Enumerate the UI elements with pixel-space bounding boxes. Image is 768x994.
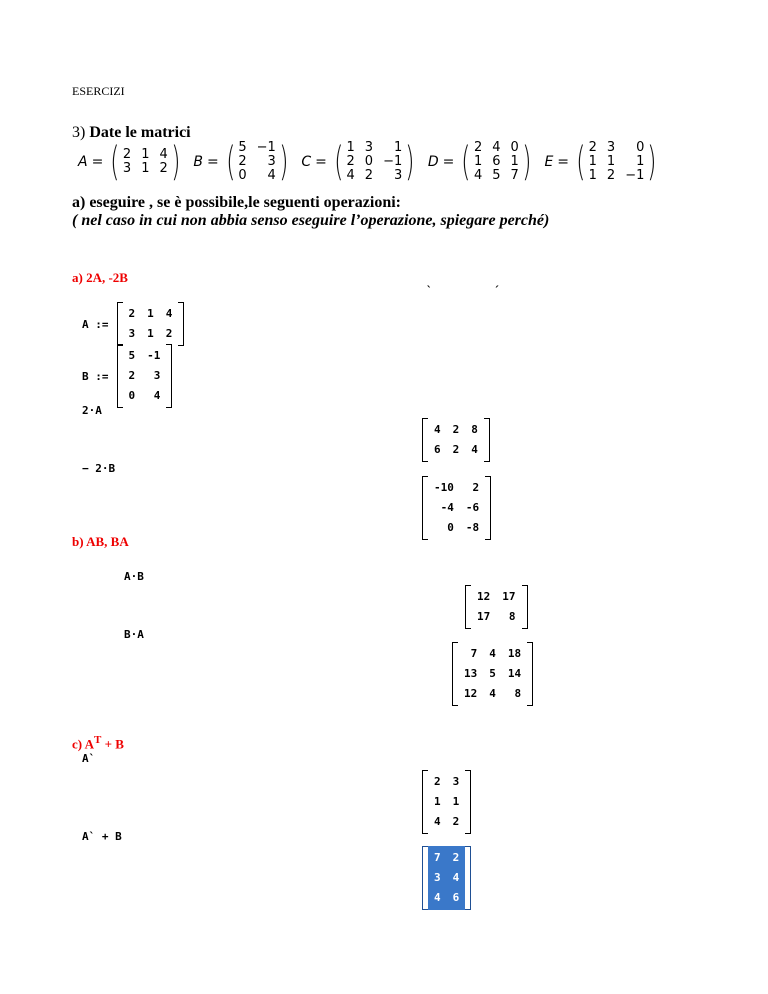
exercise-title-text: Date le matrici (89, 124, 191, 141)
paren-matrix (107, 139, 183, 185)
matrix-cell: 0 (128, 389, 136, 402)
matrix-grid (428, 418, 484, 462)
definition-cell: 0 (510, 140, 519, 155)
definition-cell: 3 (393, 168, 403, 183)
bracket-right (166, 344, 172, 408)
paren-right: ) (170, 139, 181, 185)
definition-e (544, 141, 660, 183)
matrix-cell: 14 (507, 667, 522, 680)
definition-cell: 3 (606, 140, 616, 155)
matrix-cell: -6 (465, 501, 480, 514)
matrix-cell: 2 (452, 815, 460, 828)
matrix-cell: 3 (153, 369, 161, 382)
matrix-cell: 17 (477, 610, 491, 623)
matrix-grid (471, 585, 522, 629)
definition-grid (123, 148, 168, 176)
paren-right: ) (405, 139, 415, 185)
matrix-cell: 3 (434, 871, 441, 884)
definition-cell: 0 (636, 140, 645, 155)
expr-2a-matrix (422, 418, 490, 462)
definition-cell: 2 (364, 168, 374, 183)
matrix-name: B (193, 154, 203, 170)
bracket-right (465, 770, 471, 834)
transpose-sup: T (94, 734, 102, 746)
matrix-cell: 18 (507, 647, 522, 660)
matrix-cell: 8 (508, 610, 516, 623)
definition-cell: 1 (588, 154, 597, 169)
definition-cell: 1 (141, 147, 150, 162)
matrix-name: C (301, 154, 312, 170)
matrix-grid (428, 770, 465, 834)
paren-left: ( (225, 139, 236, 185)
definition-cell: 2 (346, 154, 355, 169)
bracket-right (522, 585, 528, 629)
matrix-cell: 2 (128, 369, 136, 382)
definition-cell: 2 (238, 154, 247, 169)
expr-atb-label: A` + B (82, 830, 122, 843)
definition-a (78, 139, 183, 185)
paren-left: ( (110, 139, 120, 185)
definition-cell: −1 (383, 154, 403, 169)
bracket-right (465, 846, 471, 910)
equals-sign: = (206, 154, 219, 170)
expr-ba-result (452, 642, 533, 711)
paren-left: ( (576, 139, 586, 185)
definition-cell: 1 (606, 154, 616, 169)
matrix-cell: 6 (434, 443, 441, 456)
definition-cell: 3 (122, 161, 132, 176)
paren-matrix (331, 141, 418, 183)
matrix-cell: 4 (434, 423, 441, 436)
paren-right: ) (278, 139, 289, 185)
expr-ba-matrix (452, 642, 533, 706)
section-b-label: b) AB, BA (72, 534, 129, 549)
definition-cell: 1 (141, 161, 150, 176)
definition-cell: 2 (122, 147, 132, 162)
definition-cell: 4 (267, 168, 276, 183)
matrix-cell: 3 (452, 775, 460, 788)
expr-ab-matrix (465, 585, 528, 629)
matrix-cell: 12 (464, 687, 478, 700)
matrix-cell: 2 (452, 851, 460, 864)
definition-cell: −1 (625, 168, 645, 183)
matrix-grid (123, 302, 179, 346)
matrix-cell: 0 (447, 521, 454, 534)
exercise-number: 3) (72, 124, 86, 141)
matrix-cell: 4 (153, 389, 161, 402)
matrix-cell: -1 (147, 349, 161, 362)
task-heading: a) eseguire , se è possibile,le seguenti operazioni: (72, 194, 401, 211)
task-note: ( nel caso in cui non abbia senso eseguire l’operazione, spiegare perché) (72, 212, 550, 229)
section-a-label: a) 2A, -2B (72, 270, 128, 285)
matrix-cell: -10 (434, 481, 454, 494)
assign-a-matrix (117, 302, 185, 346)
definition-cell: 3 (364, 140, 374, 155)
stray-mark-1: ` (426, 284, 433, 297)
matrix-cell: 1 (434, 795, 441, 808)
assign-b-label: B := (82, 369, 109, 383)
matrix-cell: 4 (165, 307, 173, 320)
expr-ab-result (465, 585, 528, 634)
matrix-name: D (427, 154, 439, 170)
matrix-cell: 2 (434, 775, 441, 788)
definition-cell: 5 (238, 140, 247, 155)
definition-d (428, 141, 535, 183)
expr-at-result (422, 770, 471, 839)
definition-cell: 4 (159, 147, 168, 162)
matrix-cell: 5 (489, 667, 496, 680)
expr-ab-label: A·B (124, 570, 144, 583)
expr-atb-matrix-selected[interactable] (422, 846, 471, 910)
matrix-cell: 1 (147, 307, 154, 320)
definition-cell: 6 (492, 154, 501, 169)
definition-cell: 1 (473, 154, 483, 169)
definition-cell: 0 (238, 168, 247, 183)
worksheet-header: ESERCIZI (72, 84, 125, 98)
definition-cell: 5 (492, 168, 501, 183)
equals-sign: = (442, 154, 455, 170)
definition-cell: 3 (267, 154, 276, 169)
definition-grid (238, 141, 275, 183)
matrix-definitions (78, 141, 660, 183)
matrix-cell: 5 (128, 349, 136, 362)
stray-mark-2: ´ (493, 284, 500, 297)
definition-cell: 4 (346, 168, 355, 183)
equals-sign: = (91, 154, 104, 170)
paren-matrix (573, 141, 660, 183)
definition-cell: 2 (473, 140, 483, 155)
assign-a-label: A := (82, 317, 109, 331)
paren-right: ) (521, 139, 532, 185)
matrix-cell: 3 (128, 327, 136, 340)
section-c-label (72, 734, 124, 752)
matrix-cell: 4 (434, 891, 441, 904)
bracket-right (178, 302, 184, 346)
definition-cell: 0 (364, 154, 374, 169)
matrix-cell: 4 (489, 647, 496, 660)
definition-cell: 1 (636, 154, 645, 169)
matrix-cell: 4 (434, 815, 441, 828)
matrix-cell: 7 (470, 647, 478, 660)
matrix-cell: -4 (440, 501, 454, 514)
expr-ba-label: B·A (124, 628, 144, 641)
definition-cell: 1 (588, 168, 597, 183)
matrix-name: A (78, 154, 88, 170)
paren-matrix (458, 141, 534, 183)
matrix-cell: 13 (464, 667, 478, 680)
paren-matrix (223, 141, 292, 183)
definition-c (301, 141, 417, 183)
matrix-cell: 1 (452, 795, 460, 808)
definition-cell: 1 (510, 154, 519, 169)
assign-b-matrix (117, 344, 173, 408)
matrix-grid (123, 344, 167, 408)
assign-b-block (82, 344, 172, 408)
definition-cell: 4 (473, 168, 483, 183)
bracket-right (484, 418, 490, 462)
paren-right: ) (647, 139, 657, 185)
matrix-grid (458, 642, 527, 706)
definition-b (193, 141, 291, 183)
definition-cell: 4 (492, 140, 501, 155)
expr-2a-label: 2·A (82, 404, 102, 417)
expr-at-label: A` (82, 752, 96, 765)
matrix-grid (428, 476, 485, 540)
bracket-right (485, 476, 491, 540)
expr-m2b-label: − 2·B (82, 462, 116, 475)
matrix-cell: 12 (477, 590, 491, 603)
matrix-cell: 4 (489, 687, 496, 700)
matrix-cell: 1 (147, 327, 154, 340)
matrix-cell: -8 (465, 521, 480, 534)
definition-grid (347, 141, 403, 183)
bracket-right (527, 642, 533, 706)
equals-sign: = (557, 154, 570, 170)
definition-cell: 2 (159, 161, 168, 176)
matrix-cell: 2 (452, 443, 460, 456)
matrix-name: E (544, 154, 554, 170)
matrix-cell: 2 (165, 327, 173, 340)
paren-left: ( (461, 139, 471, 185)
definition-cell: 1 (346, 140, 355, 155)
matrix-cell: 4 (471, 443, 478, 456)
expr-m2b-matrix (422, 476, 491, 540)
definition-grid (589, 141, 645, 183)
matrix-cell: 8 (471, 423, 478, 436)
expr-atb-result[interactable] (422, 846, 471, 915)
matrix-cell: 2 (472, 481, 480, 494)
expr-at-matrix (422, 770, 471, 834)
section-c-prefix: c) A (72, 736, 95, 752)
equals-sign: = (315, 154, 327, 170)
assign-a-block (82, 302, 184, 346)
definition-cell: 7 (510, 168, 519, 183)
expr-m2b-result (422, 476, 491, 545)
matrix-cell: 6 (452, 891, 460, 904)
matrix-cell: 17 (502, 590, 516, 603)
matrix-cell: 7 (434, 851, 441, 864)
matrix-cell: 4 (452, 871, 460, 884)
definition-cell: 2 (588, 140, 597, 155)
definition-cell: 2 (606, 168, 616, 183)
matrix-cell: 2 (452, 423, 460, 436)
matrix-cell: 2 (128, 307, 136, 320)
paren-left: ( (334, 139, 344, 185)
matrix-grid (428, 846, 465, 910)
expr-2a-result (422, 418, 490, 467)
section-c-suffix: + B (101, 736, 124, 752)
definition-cell: −1 (256, 140, 276, 155)
matrix-cell: 8 (514, 687, 522, 700)
definition-grid (474, 141, 519, 183)
definition-cell: 1 (393, 140, 403, 155)
